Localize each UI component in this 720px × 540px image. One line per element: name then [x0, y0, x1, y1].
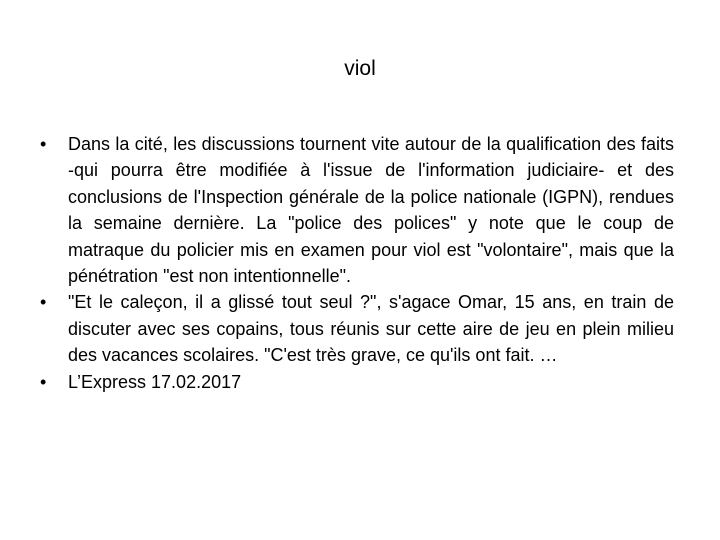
bullet-text: L’Express 17.02.2017	[68, 371, 242, 392]
bullet-icon: •	[40, 292, 47, 313]
bullet-item-quote	[40, 289, 674, 368]
bullet-text: Dans la cité, les discussions tournent vite autour de la qualification des faits -qui pourra être modifiée à l'issue de l'information judiciaire- et des conclusions de l'Inspection générale de la police nationale (IGPN), rendues la semaine dernière. La "police des polices" y note que le coup de matraque du policier mis en examen pour viol est "volontaire", mais que la pénétration "est non intentionnelle".	[68, 134, 674, 287]
bullet-icon: •	[40, 371, 47, 392]
bullet-item-source	[40, 369, 674, 395]
bullet-list	[40, 131, 674, 395]
bullet-text: "Et le caleçon, il a glissé tout seul ?", s'agace Omar, 15 ans, en train de discuter avec ses copains, tous réunis sur cette aire de jeu en plein milieu des vacances scolaires. "C'est très grave, ce qu'ils ont fait. …	[68, 292, 674, 366]
bullet-icon: •	[40, 134, 47, 154]
slide-title: viol	[344, 57, 376, 80]
bullet-item-article-excerpt	[40, 131, 674, 289]
